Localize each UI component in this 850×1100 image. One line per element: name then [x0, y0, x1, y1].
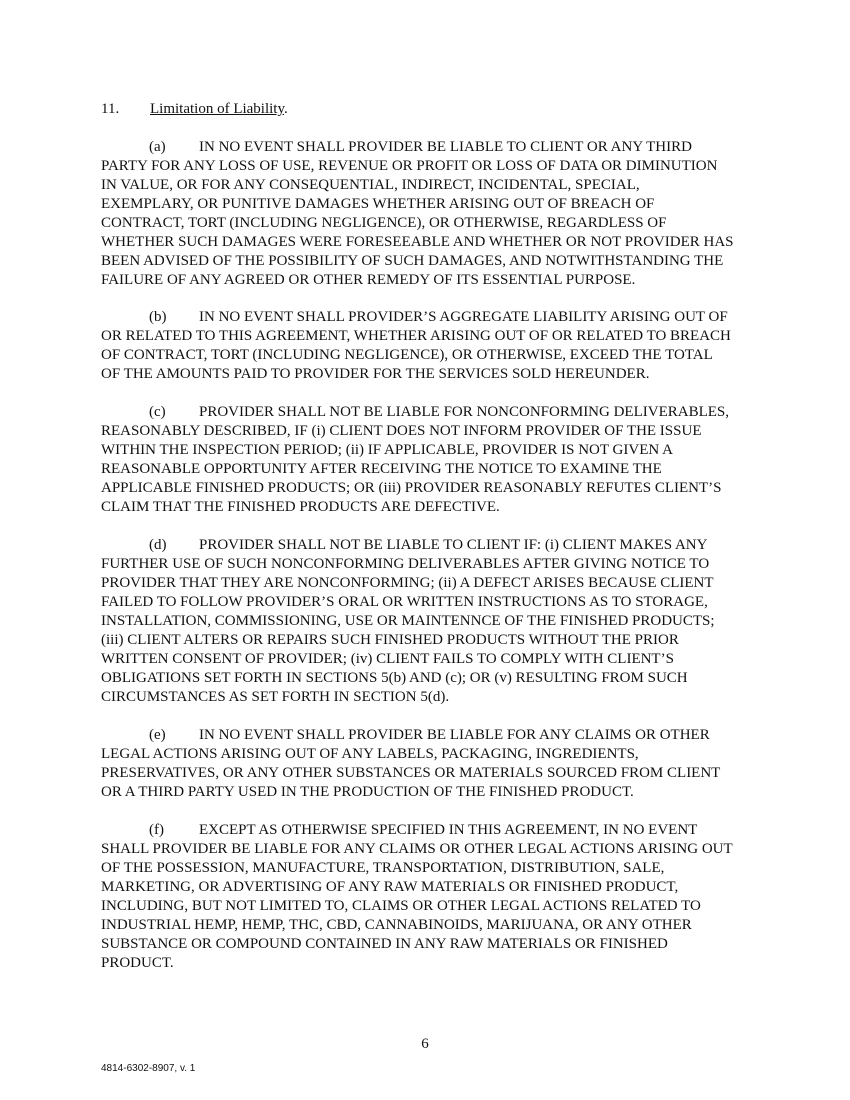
- paragraph-line: PARTY FOR ANY LOSS OF USE, REVENUE OR PROFIT OR LOSS OF DATA OR DIMINUTION: [101, 158, 718, 174]
- paragraph-line: CLAIM THAT THE FINISHED PRODUCTS ARE DEFECTIVE.: [101, 499, 500, 515]
- section-number: 11.: [101, 101, 120, 117]
- paragraph-line: (b) IN NO EVENT SHALL PROVIDER’S AGGREGATE LIABILITY ARISING OUT OF: [149, 309, 728, 325]
- paragraph-line: REASONABLY DESCRIBED, IF (i) CLIENT DOES NOT INFORM PROVIDER OF THE ISSUE: [101, 423, 702, 439]
- paragraph-line: WHETHER SUCH DAMAGES WERE FORESEEABLE AND WHETHER OR NOT PROVIDER HAS: [101, 234, 734, 250]
- paragraph-c: [101, 403, 756, 517]
- paragraph-line: BEEN ADVISED OF THE POSSIBILITY OF SUCH DAMAGES, AND NOTWITHSTANDING THE: [101, 253, 724, 269]
- paragraph-line: OR A THIRD PARTY USED IN THE PRODUCTION OF THE FINISHED PRODUCT.: [101, 784, 634, 800]
- paragraph-line: SHALL PROVIDER BE LIABLE FOR ANY CLAIMS OR OTHER LEGAL ACTIONS ARISING OUT: [101, 841, 733, 857]
- paragraph-line: FAILED TO FOLLOW PROVIDER’S ORAL OR WRITTEN INSTRUCTIONS AS TO STORAGE,: [101, 594, 708, 610]
- paragraph-line: APPLICABLE FINISHED PRODUCTS; OR (iii) PROVIDER REASONABLY REFUTES CLIENT’S: [101, 480, 722, 496]
- paragraph-line: (a) IN NO EVENT SHALL PROVIDER BE LIABLE TO CLIENT OR ANY THIRD: [149, 139, 692, 155]
- paragraph-line: (c) PROVIDER SHALL NOT BE LIABLE FOR NONCONFORMING DELIVERABLES,: [149, 404, 730, 420]
- paragraph-f: [101, 821, 756, 973]
- paragraph-line: OBLIGATIONS SET FORTH IN SECTIONS 5(b) AND (c); OR (v) RESULTING FROM SUCH: [101, 670, 688, 686]
- paragraph-a: [101, 138, 756, 290]
- paragraph-line: (d) PROVIDER SHALL NOT BE LIABLE TO CLIENT IF: (i) CLIENT MAKES ANY: [149, 537, 708, 553]
- paragraph-line: WITHIN THE INSPECTION PERIOD; (ii) IF APPLICABLE, PROVIDER IS NOT GIVEN A: [101, 442, 673, 458]
- paragraph-line: CIRCUMSTANCES AS SET FORTH IN SECTION 5(d).: [101, 689, 450, 705]
- paragraph-label: (f): [149, 822, 164, 838]
- section-heading: [101, 100, 288, 119]
- paragraph-line: (f) EXCEPT AS OTHERWISE SPECIFIED IN THIS AGREEMENT, IN NO EVENT: [149, 822, 698, 838]
- paragraph-line: PRESERVATIVES, OR ANY OTHER SUBSTANCES OR MATERIALS SOURCED FROM CLIENT: [101, 765, 721, 781]
- paragraph-line: WRITTEN CONSENT OF PROVIDER; (iv) CLIENT FAILS TO COMPLY WITH CLIENT’S: [101, 651, 674, 667]
- paragraph-line: OF THE AMOUNTS PAID TO PROVIDER FOR THE SERVICES SOLD HEREUNDER.: [101, 366, 650, 382]
- paragraph-line: LEGAL ACTIONS ARISING OUT OF ANY LABELS, PACKAGING, INGREDIENTS,: [101, 746, 639, 762]
- section-title: Limitation of Liability: [150, 101, 285, 117]
- paragraph-e: [101, 726, 756, 802]
- paragraph-line: (e) IN NO EVENT SHALL PROVIDER BE LIABLE FOR ANY CLAIMS OR OTHER: [149, 727, 710, 743]
- paragraph-line: PROVIDER THAT THEY ARE NONCONFORMING; (ii) A DEFECT ARISES BECAUSE CLIENT: [101, 575, 714, 591]
- paragraph-line: EXEMPLARY, OR PUNITIVE DAMAGES WHETHER ARISING OUT OF BREACH OF: [101, 196, 655, 212]
- paragraph-line: MARKETING, OR ADVERTISING OF ANY RAW MATERIALS OR FINISHED PRODUCT,: [101, 879, 679, 895]
- paragraph-label: (e): [149, 727, 166, 743]
- paragraph-line: OR RELATED TO THIS AGREEMENT, WHETHER ARISING OUT OF OR RELATED TO BREACH: [101, 328, 731, 344]
- paragraph-label: (d): [149, 537, 167, 553]
- paragraph-d: [101, 536, 756, 707]
- document-id: 4814-6302-8907, v. 1: [101, 1063, 196, 1074]
- page-number: 6: [421, 1036, 429, 1052]
- paragraph-b: [101, 308, 756, 384]
- paragraph-line: FURTHER USE OF SUCH NONCONFORMING DELIVERABLES AFTER GIVING NOTICE TO: [101, 556, 710, 572]
- paragraph-label: (b): [149, 309, 167, 325]
- paragraph-label: (a): [149, 139, 166, 155]
- paragraph-line: INCLUDING, BUT NOT LIMITED TO, CLAIMS OR OTHER LEGAL ACTIONS RELATED TO: [101, 898, 701, 914]
- paragraph-label: (c): [149, 404, 166, 420]
- paragraph-line: IN VALUE, OR FOR ANY CONSEQUENTIAL, INDIRECT, INCIDENTAL, SPECIAL,: [101, 177, 640, 193]
- paragraph-line: FAILURE OF ANY AGREED OR OTHER REMEDY OF ITS ESSENTIAL PURPOSE.: [101, 272, 636, 288]
- paragraph-line: CONTRACT, TORT (INCLUDING NEGLIGENCE), OR OTHERWISE, REGARDLESS OF: [101, 215, 667, 231]
- paragraph-line: OF THE POSSESSION, MANUFACTURE, TRANSPORTATION, DISTRIBUTION, SALE,: [101, 860, 665, 876]
- paragraph-line: PRODUCT.: [101, 955, 174, 971]
- section-title-period: .: [284, 101, 288, 117]
- paragraph-line: SUBSTANCE OR COMPOUND CONTAINED IN ANY RAW MATERIALS OR FINISHED: [101, 936, 668, 952]
- paragraph-line: (iii) CLIENT ALTERS OR REPAIRS SUCH FINISHED PRODUCTS WITHOUT THE PRIOR: [101, 632, 679, 648]
- paragraph-line: INDUSTRIAL HEMP, HEMP, THC, CBD, CANNABINOIDS, MARIJUANA, OR ANY OTHER: [101, 917, 692, 933]
- paragraph-line: REASONABLE OPPORTUNITY AFTER RECEIVING THE NOTICE TO EXAMINE THE: [101, 461, 662, 477]
- paragraph-line: OF CONTRACT, TORT (INCLUDING NEGLIGENCE), OR OTHERWISE, EXCEED THE TOTAL: [101, 347, 713, 363]
- paragraph-line: INSTALLATION, COMMISSIONING, USE OR MAINTENNCE OF THE FINISHED PRODUCTS;: [101, 613, 715, 629]
